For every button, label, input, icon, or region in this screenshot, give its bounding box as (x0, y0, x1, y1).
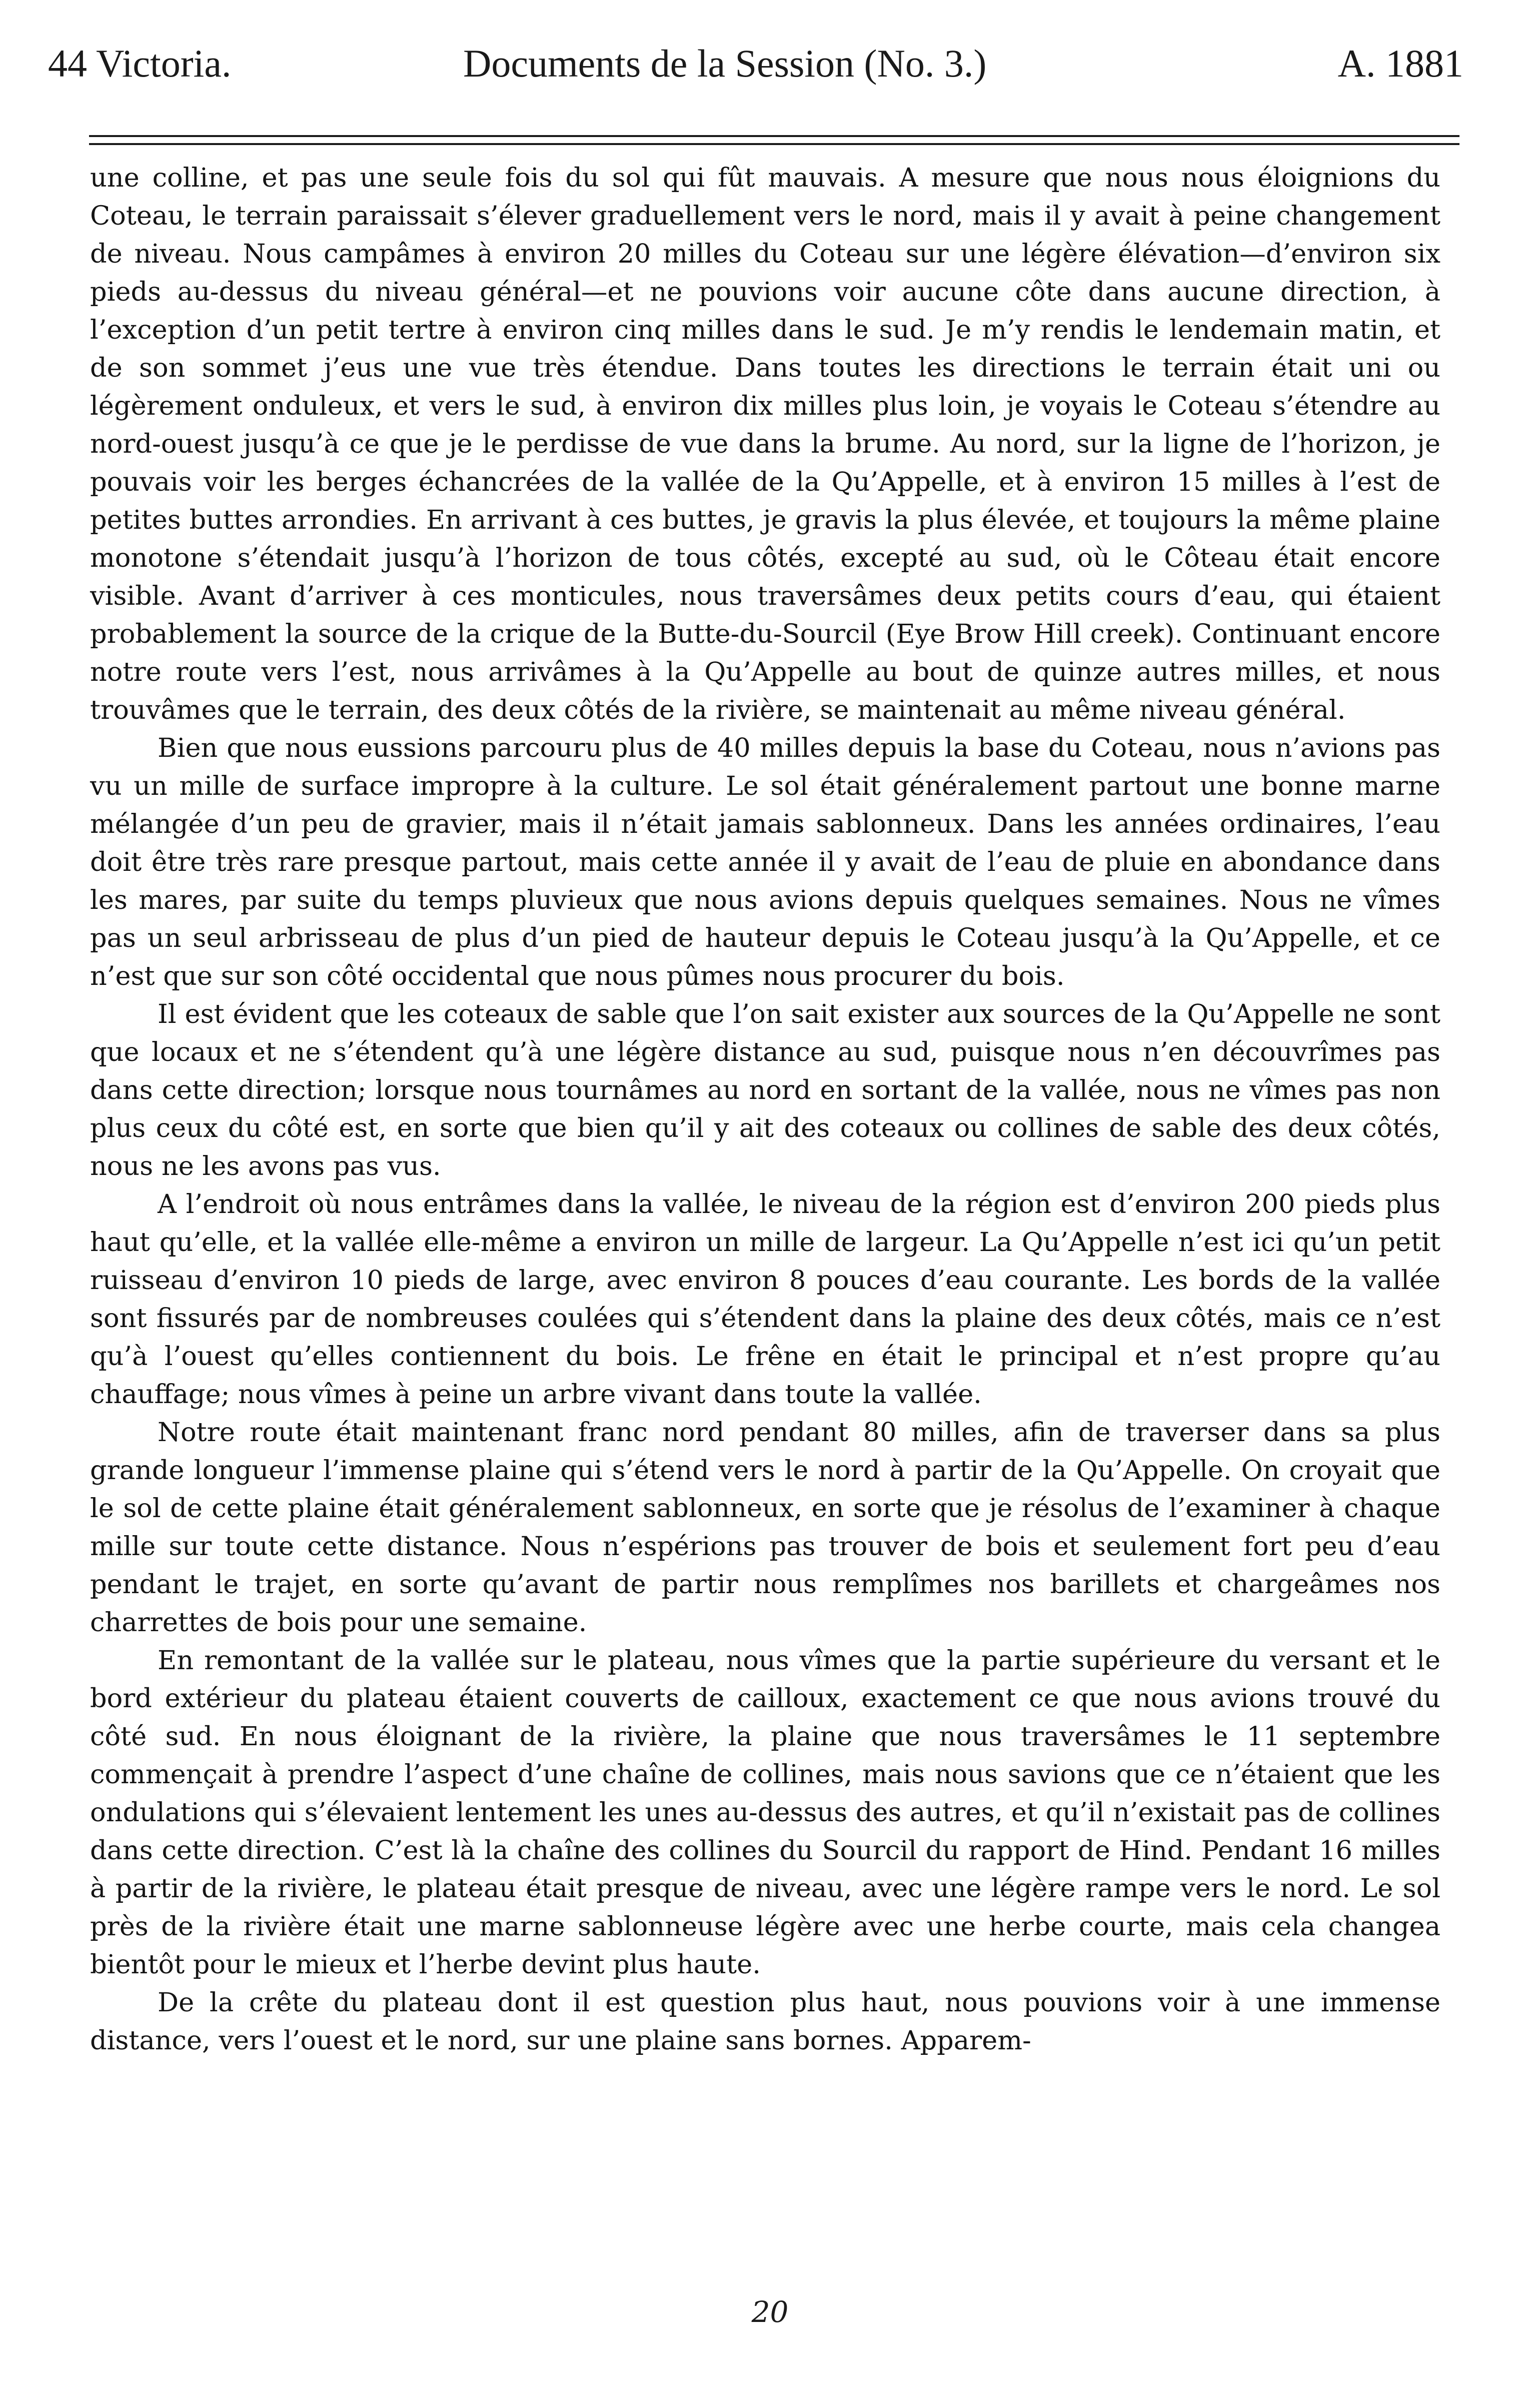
paragraph-2: Bien que nous eussions parcouru plus de 40 milles depuis la base du Coteau, nous n’avions pas vu un mille de surface impropre à la culture. Le sol était généralement partout une bonne marne mélangée d’un peu de gravier, mais il n’était jamais sablonneux. Dans les années ordinaires, l’eau doit être très rare presque partout, mais cette année il y avait de l’eau de pluie en abondance dans les mares, par suite du temps pluvieux que nous avions depuis quelques semaines. Nous ne vîmes pas un seul arbrisseau de plus d’un pied de hauteur depuis le Coteau jusqu’à la Qu’Appelle, et ce n’est que sur son côté occidental que nous pûmes nous procurer du bois. (90, 733, 1440, 991)
header-double-rule (89, 135, 1459, 145)
paragraph-6: En remontant de la vallée sur le plateau, nous vîmes que la partie supérieure du versant et le bord extérieur du plateau étaient couverts de cailloux, exactement ce que nous avions trouvé du côté sud. En nous éloignant de la rivière, la plaine que nous traversâmes le 11 septembre commençait à prendre l’aspect d’une chaîne de collines, mais nous savions que ce n’étaient que les ondulations qui s’élevaient lentement les unes au-dessus des autres, et qu’il n’existait pas de collines dans cette direction. C’est là la chaîne des collines du Sourcil du rapport de Hind. Pendant 16 milles à partir de la rivière, le plateau était presque de niveau, avec une légère rampe vers le nord. Le sol près de la rivière était une marne sablonneuse légère avec une herbe courte, mais cela changea bientôt pour le mieux et l’herbe devint plus haute. (90, 1645, 1440, 1980)
paragraph-3: Il est évident que les coteaux de sable que l’on sait exister aux sources de la Qu’Appelle ne sont que locaux et ne s’étendent qu’à une légère distance au sud, puisque nous n’en découvrîmes pas dans cette direction; lorsque nous tournâmes au nord en sortant de la vallée, nous ne vîmes pas non plus ceux du côté est, en sorte que bien qu’il y ait des coteaux ou collines de sable des deux côtés, nous ne les avons pas vus. (90, 999, 1440, 1181)
paragraph-4: A l’endroit où nous entrâmes dans la vallée, le niveau de la région est d’environ 200 pieds plus haut qu’elle, et la vallée elle-même a environ un mille de largeur. La Qu’Appelle n’est ici qu’un petit ruisseau d’environ 10 pieds de large, avec environ 8 pouces d’eau courante. Les bords de la vallée sont fissurés par de nombreuses coulées qui s’étendent dans la plaine des deux côtés, mais ce n’est qu’à l’ouest qu’elles contiennent du bois. Le frêne en était le principal et n’est propre qu’au chauffage; nous vîmes à peine un arbre vivant dans toute la vallée. (90, 1189, 1440, 1410)
body-text (90, 159, 1440, 2060)
running-header (48, 41, 1463, 101)
header-title: Documents de la Session (No. 3.) (463, 42, 987, 85)
header-volume: 44 Victoria. (48, 42, 232, 85)
page-number: 20 (751, 2295, 789, 2329)
header-year: A. 1881 (1337, 42, 1463, 85)
paragraph-1: une colline, et pas une seule fois du sol qui fût mauvais. A mesure que nous nous éloignions du Coteau, le terrain paraissait s’élever graduellement vers le nord, mais il y avait à peine changement de niveau. Nous campâmes à environ 20 milles du Coteau sur une légère élévation—d’environ six pieds au-dessus du niveau général—et ne pouvions voir aucune côte dans aucune direction, à l’exception d’un petit tertre à environ cinq milles dans le sud. Je m’y rendis le lendemain matin, et de son sommet j’eus une vue très étendue. Dans toutes les directions le terrain était uni ou légèrement onduleux, et vers le sud, à environ dix milles plus loin, je voyais le Coteau s’étendre au nord-ouest jusqu’à ce que je le perdisse de vue dans la brume. Au nord, sur la ligne de l’horizon, je pouvais voir les berges échancrées de la vallée de la Qu’Appelle, et à environ 15 milles à l’est de petites buttes arrondies. En arrivant à ces buttes, je gravis la plus élevée, et toujours la même plaine monotone s’étendait jusqu’à l’horizon de tous côtés, excepté au sud, où le Côteau était encore visible. Avant d’arriver à ces monticules, nous traversâmes deux petits cours d’eau, qui étaient probablement la source de la crique de la Butte-du-Sourcil (Eye Brow Hill creek). Continuant encore notre route vers l’est, nous arrivâmes à la Qu’Appelle au bout de quinze autres milles, et nous trouvâmes que le terrain, des deux côtés de la rivière, se maintenait au même niveau général. (90, 163, 1440, 725)
paragraph-5: Notre route était maintenant franc nord pendant 80 milles, afin de traverser dans sa plus grande longueur l’immense plaine qui s’étend vers le nord à partir de la Qu’Appelle. On croyait que le sol de cette plaine était généralement sablonneux, en sorte que je résolus de l’examiner à chaque mille sur toute cette distance. Nous n’espérions pas trouver de bois et seulement fort peu d’eau pendant le trajet, en sorte qu’avant de partir nous remplîmes nos barillets et chargeâmes nos charrettes de bois pour une semaine. (90, 1417, 1440, 1638)
paragraph-7: De la crête du plateau dont il est question plus haut, nous pouvions voir à une immense distance, vers l’ouest et le nord, sur une plaine sans bornes. Apparem- (90, 1987, 1440, 2056)
